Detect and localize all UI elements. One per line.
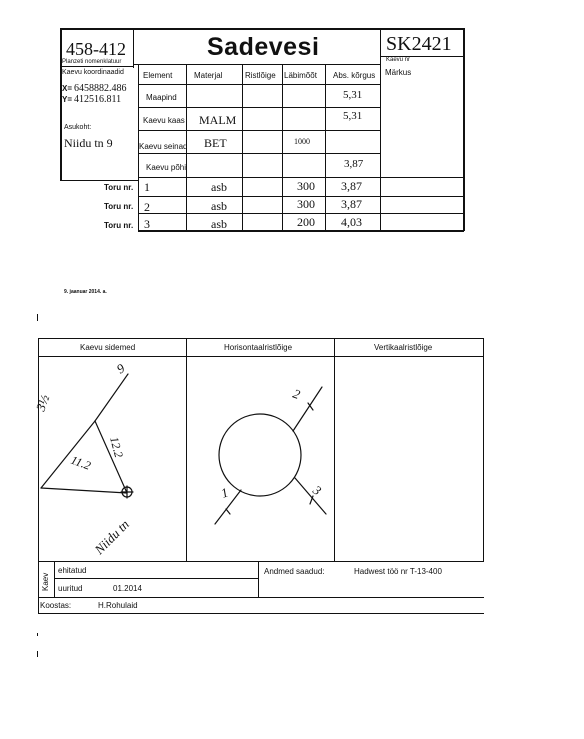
- kaev-label: Kaev: [41, 572, 50, 591]
- sidemed-label: 3½: [32, 392, 53, 414]
- col-ristloige: Ristlõige: [245, 71, 276, 80]
- toru-materjal: asb: [211, 199, 227, 213]
- sidemed-label: 11.2: [68, 452, 93, 473]
- pipe-arrow: [226, 509, 230, 514]
- x-label: X=: [62, 84, 73, 93]
- col-korgus: Abs. kõrgus: [333, 71, 376, 80]
- andmed-value: Hadwest töö nr T-13-400: [354, 567, 442, 576]
- uuritud-value: 01.2014: [113, 584, 142, 593]
- page-title: Sadevesi: [207, 33, 320, 61]
- toru-labimoot: 300: [297, 197, 315, 211]
- row-korgus: 3,87: [344, 158, 364, 170]
- toru-element: 1: [144, 180, 150, 194]
- row-element: Kaevu põhi: [146, 163, 187, 172]
- toru-korgus: 3,87: [341, 179, 362, 193]
- row-labimoot: 1000: [294, 137, 310, 146]
- sidemed-label: 9: [114, 360, 128, 377]
- uuritud-label: uuritud: [58, 584, 83, 593]
- pipe-label: 2: [290, 385, 303, 403]
- row-materjal: MALM: [199, 113, 237, 127]
- col-labimoot: Läbimõõt: [284, 71, 317, 80]
- koostas-value: H.Rohulaid: [98, 601, 138, 610]
- x-value: 6458882.486: [74, 83, 127, 94]
- coords-label: Kaevu koordinaadid: [62, 69, 124, 76]
- asukoht-value: Niidu tn 9: [64, 136, 113, 150]
- panel-title-vertikaal: Vertikaalristlõige: [374, 343, 433, 352]
- kaevu-nr-value: SK2421: [386, 33, 452, 55]
- markus-label: Märkus: [385, 68, 412, 77]
- col-materjal: Materjal: [194, 71, 223, 80]
- planzeti-value: 458-412: [66, 39, 126, 59]
- pipe-label: 3: [310, 482, 325, 499]
- panel-title-horisontaal: Horisontaalristlõige: [224, 343, 293, 352]
- toru-labimoot: 200: [297, 215, 315, 229]
- toru-korgus: 3,87: [341, 197, 362, 211]
- toru-label: Toru nr.: [104, 221, 134, 230]
- sidemed-line: [95, 374, 128, 421]
- andmed-label: Andmed saadud:: [264, 567, 325, 576]
- asukoht-label: Asukoht:: [64, 124, 92, 131]
- toru-label: Toru nr.: [104, 202, 134, 211]
- row-korgus: 5,31: [343, 89, 363, 101]
- kaevu-nr-label: Kaevu nr: [386, 57, 411, 63]
- toru-materjal: asb: [211, 217, 227, 231]
- toru-labimoot: 300: [297, 179, 315, 193]
- pipe-label: 1: [218, 484, 231, 501]
- row-korgus: 5,31: [343, 110, 363, 122]
- toru-korgus: 4,03: [341, 215, 362, 229]
- sidemed-label: 12.2: [107, 435, 127, 460]
- row-element: Kaevu kaas: [143, 116, 185, 125]
- y-value: 412516.811: [74, 94, 122, 105]
- y-label: Y=: [62, 95, 73, 104]
- ehitatud-label: ehitatud: [58, 566, 87, 575]
- toru-element: 2: [144, 200, 150, 214]
- col-element: Element: [143, 71, 173, 80]
- well-circle: [219, 414, 301, 496]
- row-element: Maapind: [146, 93, 177, 102]
- sidemed-line: [41, 488, 127, 493]
- toru-label: Toru nr.: [104, 183, 134, 192]
- date-note: 9. jaanuar 2014. a.: [64, 289, 107, 295]
- toru-element: 3: [144, 217, 150, 231]
- sidemed-label: Niidu tn: [91, 516, 133, 558]
- koostas-label: Koostas:: [40, 601, 72, 610]
- row-materjal: BET: [204, 136, 227, 150]
- toru-materjal: asb: [211, 180, 227, 194]
- panel-title-sidemed: Kaevu sidemed: [80, 343, 136, 352]
- row-element: Kaevu seinad: [139, 142, 188, 151]
- planzeti-label: Planzeti nomenklatuur: [62, 59, 122, 65]
